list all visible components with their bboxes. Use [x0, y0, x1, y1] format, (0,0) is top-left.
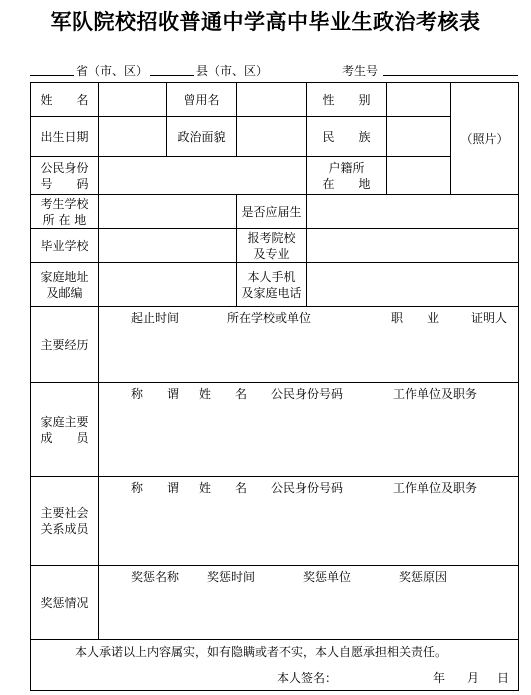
family-label	[31, 383, 99, 477]
hukou-label	[307, 157, 387, 195]
promise-area	[31, 640, 519, 691]
exp-col-unit: 所在学校或单位	[227, 311, 312, 325]
promise-text: 本人承诺以上内容属实，如有隐瞒或者不实，本人自愿承担相关责任。	[75, 645, 448, 659]
phone-label-line1: 本人手机	[247, 269, 296, 284]
county-label: 县（市、区）	[196, 64, 269, 78]
header-line	[0, 60, 531, 80]
hukou-label-line1: 户籍所	[328, 160, 365, 175]
social-col-id: 公民身份号码	[271, 481, 344, 495]
family-label-line2: 成 员	[40, 430, 89, 445]
apply-label	[237, 229, 307, 263]
social-field[interactable]	[99, 477, 519, 566]
social-label-line1: 主要社会	[40, 506, 89, 520]
sign-day-label: 日	[497, 671, 510, 685]
political-status-field[interactable]	[237, 117, 307, 157]
experience-label: 主要经历	[31, 307, 99, 383]
family-label-line1: 家庭主要	[40, 414, 89, 429]
address-label-line2: 及邮编	[46, 285, 83, 300]
county-blank[interactable]	[150, 75, 194, 76]
social-col-relation: 称 谓	[131, 481, 180, 495]
award-col-time: 奖惩时间	[207, 570, 256, 584]
birth-date-field[interactable]	[99, 117, 167, 157]
social-col-name: 姓 名	[199, 481, 248, 495]
hukou-label-line2: 在 地	[322, 176, 371, 191]
school-location-line2: 所 在 地	[42, 212, 87, 227]
exp-col-witness: 证明人	[471, 311, 508, 325]
ethnicity-label: 民 族	[307, 117, 387, 157]
province-label: 省（市、区）	[76, 64, 149, 78]
address-label	[31, 263, 99, 307]
apply-label-line2: 及专业	[253, 246, 290, 261]
political-review-form	[30, 82, 519, 691]
address-field[interactable]	[99, 263, 237, 307]
grad-school-label: 毕业学校	[31, 229, 99, 263]
social-label-line2: 关系成员	[40, 522, 89, 536]
family-col-relation: 称 谓	[131, 387, 180, 401]
school-location-label	[31, 195, 99, 229]
award-col-unit: 奖惩单位	[303, 570, 352, 584]
family-col-work: 工作单位及职务	[393, 387, 478, 401]
sign-year-label: 年	[433, 671, 446, 685]
id-number-label	[31, 157, 99, 195]
social-col-work: 工作单位及职务	[393, 481, 478, 495]
gender-label: 性 别	[307, 83, 387, 117]
school-location-field[interactable]	[99, 195, 237, 229]
phone-label	[237, 263, 307, 307]
exam-no-blank[interactable]	[383, 75, 518, 76]
id-number-label-line1: 公民身份	[40, 160, 89, 175]
name-label: 姓 名	[31, 83, 99, 117]
apply-label-line1: 报考院校	[247, 230, 296, 245]
phone-field[interactable]	[307, 263, 519, 307]
family-field[interactable]	[99, 383, 519, 477]
phone-label-line2: 及家庭电话	[241, 285, 302, 300]
family-col-name: 姓 名	[199, 387, 248, 401]
former-name-label: 曾用名	[167, 83, 237, 117]
photo-box[interactable]: （照片）	[451, 83, 519, 195]
name-field[interactable]	[99, 83, 167, 117]
exam-no-label: 考生号	[342, 64, 379, 78]
exp-col-time: 起止时间	[131, 311, 180, 325]
school-location-line1: 考生学校	[40, 196, 89, 211]
birth-date-label: 出生日期	[31, 117, 99, 157]
ethnicity-field[interactable]	[387, 117, 451, 157]
province-blank[interactable]	[30, 75, 74, 76]
apply-field[interactable]	[307, 229, 519, 263]
fresh-grad-field[interactable]	[307, 195, 519, 229]
id-number-label-line2: 号 码	[40, 176, 89, 191]
experience-field[interactable]	[99, 307, 519, 383]
gender-field[interactable]	[387, 83, 451, 117]
awards-label: 奖惩情况	[31, 566, 99, 640]
fresh-grad-label: 是否应届生	[237, 195, 307, 229]
form-title: 军队院校招收普通中学高中毕业生政治考核表	[50, 9, 481, 34]
signature-label: 本人签名：	[277, 671, 338, 685]
hukou-field[interactable]	[387, 157, 451, 195]
social-label	[31, 477, 99, 566]
sign-month-label: 月	[467, 671, 480, 685]
family-col-id: 公民身份号码	[271, 387, 344, 401]
exp-col-job: 职 业	[391, 311, 440, 325]
address-label-line1: 家庭地址	[40, 269, 89, 284]
grad-school-field[interactable]	[99, 229, 237, 263]
political-status-label: 政治面貌	[167, 117, 237, 157]
id-number-field[interactable]	[99, 157, 307, 195]
former-name-field[interactable]	[237, 83, 307, 117]
signature-field[interactable]	[351, 670, 421, 684]
award-col-name: 奖惩名称	[131, 570, 180, 584]
awards-field[interactable]	[99, 566, 519, 640]
award-col-reason: 奖惩原因	[399, 570, 448, 584]
